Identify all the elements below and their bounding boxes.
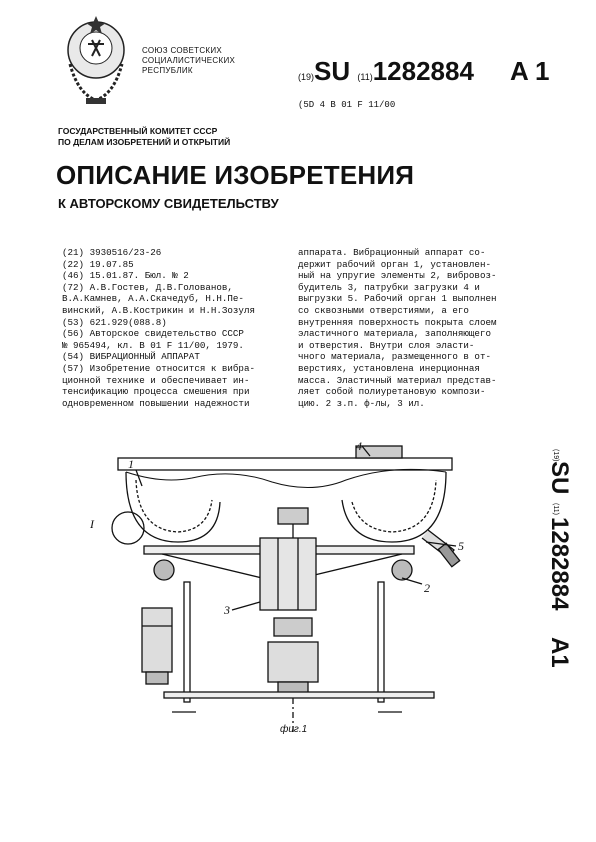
vertical-number: 1282884 [546,517,573,611]
ussr-emblem [58,14,134,110]
label-i: I [90,517,94,531]
apparatus-drawing [90,439,490,742]
biblio-line: (22) 19.07.85 [62,258,134,270]
abstract-line: цию. 2 з.п. ф-лы, 3 ил. [298,397,425,409]
abstract-line: выгрузки 5. Рабочий орган 1 выполнен [298,293,497,305]
abstract-line: аппарата. Вибрационный аппарат со- [298,247,486,258]
label-2: 2 [424,581,430,595]
vertical-prefix-19: (19) [552,449,559,462]
ipc-class: (5D 4 B 01 F 11/00 [298,100,396,110]
document-title: ОПИСАНИЕ ИЗОБРЕТЕНИЯ [56,160,415,190]
abstract-line: со сквозными отверстиями, а его [298,304,469,316]
vertical-country: SU [546,461,573,495]
vibrator-3 [260,538,316,610]
abstract-line: и отверстия. Внутри слоя эласти- [298,339,475,351]
biblio-line: (56) Авторское свидетельство СССР [62,328,244,340]
union-line: РЕСПУБЛИК [142,66,193,75]
label-5: 5 [458,539,464,553]
biblio-line: (54) ВИБРАЦИОННЫЙ АППАРАТ [62,351,200,363]
abstract-line: масса. Эластичный материал представ- [298,374,497,386]
biblio-line: В.А.Камнев, А.А.Скачедуб, Н.Н.Пе- [62,293,244,305]
biblio-line: № 965494, кл. В 01 F 11/00, 1979. [62,339,244,351]
union-name [142,46,235,76]
biblio-line: одновременном повышении надежности [62,397,250,409]
patent-number: 1282884 [372,56,474,86]
figure-caption: фиг.1 [280,724,308,735]
spring-left [154,560,174,580]
detail-i-circle [112,512,144,544]
document-number [298,56,549,87]
biblio-line: (57) Изобретение относится к вибра- [62,362,255,374]
label-4: 4 [356,439,362,453]
abstract-line: держит рабочий орган 1, установлен- [298,258,491,270]
lid [118,458,452,470]
abstract-line: ный на упругие элементы 2, вибровоз- [298,270,497,282]
biblio-line: (72) А.В.Гостев, Д.В.Голованов, [62,281,233,293]
motor [142,608,172,672]
biblio-line: (53) 621.929(088.8) [62,316,167,328]
biblio-line: (21) 3930516/23-26 [62,247,162,258]
vertical-prefix-11: (11) [552,503,559,515]
abstract-line: чного материала, размещенного в от- [298,351,491,363]
committee-line: ПО ДЕЛАМ ИЗОБРЕТЕНИЙ И ОТКРЫТИЙ [58,137,231,147]
spring-right [392,560,412,580]
code-prefix: (19) [298,72,315,82]
country-code: SU [314,56,351,86]
lower-base [164,692,434,698]
vertical-patent-number [528,447,573,682]
code-prefix-11: (11) [357,72,373,82]
abstract-column [298,247,496,409]
column-right [378,582,384,702]
bibliographic-column [62,247,255,409]
committee [58,126,230,148]
committee-line: ГОСУДАРСТВЕННЫЙ КОМИТЕТ СССР [58,126,218,136]
abstract-line: внутренняя поверхность покрыта слоем [298,316,497,328]
label-1: 1 [128,457,134,471]
abstract-line: эластичного материала, заполняющего [298,328,491,340]
abstract-line: будитель 3, патрубки загрузки 4 и [298,281,480,293]
label-3: 3 [224,603,230,617]
kind-code: A 1 [509,56,550,86]
union-line: СОЦИАЛИСТИЧЕСКИХ [142,56,236,65]
union-line: СОЮЗ СОВЕТСКИХ [142,46,223,55]
biblio-line: ционной технике и обеспечивает ин- [62,374,250,386]
abstract-line: верстиях, установлена инерционная [298,362,480,374]
column-left [184,582,190,702]
document-subtitle: К АВТОРСКОМУ СВИДЕТЕЛЬСТВУ [58,196,279,211]
biblio-line: (46) 15.01.87. Бюл. № 2 [62,270,189,282]
biblio-line: винский, А.В.Кострикин и Н.Н.Зозуля [62,304,255,316]
abstract-line: ляет собой полиуретановую компози- [298,386,486,398]
biblio-line: тенсификацию процесса смешения при [62,386,250,398]
vertical-kind: A1 [546,637,573,668]
